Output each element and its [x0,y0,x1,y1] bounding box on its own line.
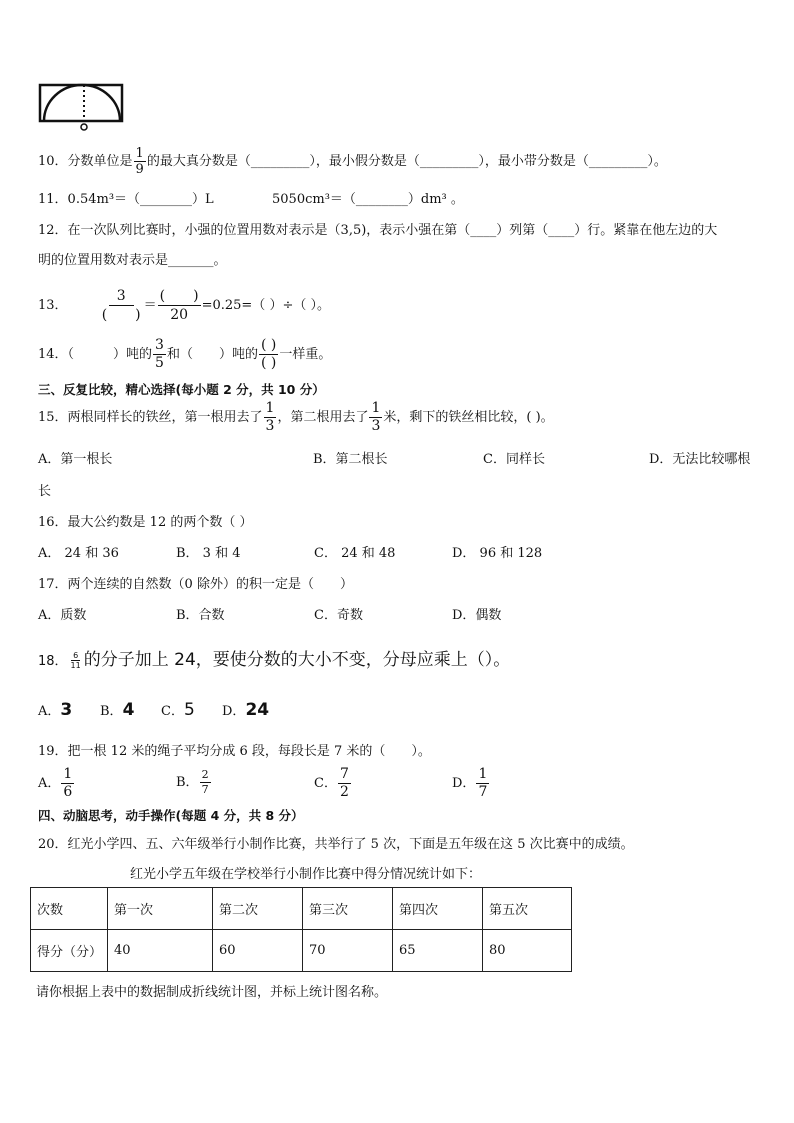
question-12-cont [38,249,227,268]
option-c: C．5 [161,700,195,720]
option-a: A．3 [38,700,73,720]
table-cell: 80 [483,930,572,972]
section-heading: 四、动脑思考，动手操作(每题 4 分，共 8 分） [38,808,304,823]
option-d-continued: 长 [38,484,52,499]
option-a: A．第一根长 [38,452,113,467]
table-header-cell: 第四次 [393,888,483,930]
option-c: C． $\frac{7}{2}$ [314,766,349,800]
option-a: A．质数 [38,608,87,623]
question-16: 16．最大公约数是 12 的两个数（ ） [38,515,253,530]
option-d: D．偶数 [452,608,502,623]
fraction: $\frac{1}{3}$ [371,400,381,434]
table-header-cell: 第三次 [303,888,393,930]
table-header-cell: 第一次 [108,888,213,930]
table-caption: 红光小学五年级在学校举行小制作比赛中得分情况统计如下： [130,867,482,882]
table-cell: 65 [393,930,483,972]
fraction: $\frac{3}{( )}$ [101,288,141,323]
question-12 [38,219,717,238]
fraction: $\frac{6}{11}$ [70,650,81,670]
semicircle-figure [38,79,130,135]
question-18: 18． $\frac{6}{11}$ 的分子加上 24，要使分数的大小不变，分母应乘上（）。 [38,650,511,670]
fraction: $\frac{3}{5}$ [155,337,164,371]
option-d: D．24 [222,700,270,720]
fraction: $\frac{1}{9}$ [135,146,144,177]
table-row-label: 得分（分） [31,930,108,972]
table-header-cell: 次数 [31,888,108,930]
question-15: 15．两根同样长的铁丝，第一根用去了 $\frac{1}{3}$ ，第二根用去了 $\frac{1}{3}$ 米，剩下的铁丝相比较，( )。 [38,400,554,434]
question-13: 13． $\frac{3}{( )}$ ＝ $\frac{( )}{20}$ =0.25=（ ）÷（ ）。 [38,288,330,323]
table-header-cell: 第五次 [483,888,572,930]
question-17: 17．两个连续的自然数（0 除外）的积一定是（ ） [38,577,353,592]
option-b: B．4 [100,700,135,720]
question-11-part2 [272,188,464,207]
fraction: $\frac{( )}{( )}$ [260,337,277,371]
question-text: 12．在一次队列比赛时，小强的位置用数对表示是（3,5)，表示小强在第（____）列第（____）行。紧靠在他左边的大 [38,223,718,238]
option-b: B． 3 和 4 [176,546,241,561]
table-cell: 70 [303,930,393,972]
option-d: D． $\frac{1}{7}$ [452,766,488,800]
question-text: 明的位置用数对表示是_______。 [38,253,227,268]
option-c: C．奇数 [314,608,363,623]
option-a: A． 24 和 36 [38,546,119,561]
option-a: A． $\frac{1}{6}$ [38,766,73,800]
instruction-text: 请你根据上表中的数据制成折线统计图，并标上统计图名称。 [36,985,388,1000]
question-10 [38,146,667,177]
option-b: B． $\frac{2}{7}$ [176,768,209,796]
question-text: 11．0.54m³＝（________）L [38,192,214,207]
table-row [31,930,572,972]
score-table [30,887,572,972]
table-cell: 40 [108,930,213,972]
fraction: $\frac{( )}{20}$ [159,288,199,323]
table-row [31,888,572,930]
option-c: C．同样长 [483,452,545,467]
question-20: 20．红光小学四、五、六年级举行小制作比赛，共举行了 5 次，下面是五年级在这 5 次比赛中的成绩。 [38,837,634,852]
section-heading: 三、反复比较，精心选择(每小题 2 分，共 10 分） [38,382,325,397]
option-b: B．第二根长 [313,452,388,467]
question-19: 19．把一根 12 米的绳子平均分成 6 段，每段长是 7 米的（ ）。 [38,744,431,759]
question-text: 的最大真分数是（_________），最小假分数是（_________），最小带分数是（_________）。 [146,154,667,169]
option-c: C． 24 和 48 [314,546,396,561]
fraction: $\frac{1}{3}$ [265,400,275,434]
table-header-cell: 第二次 [213,888,303,930]
option-d: D． 96 和 128 [452,546,543,561]
option-b: B．合数 [176,608,225,623]
question-11 [38,188,214,207]
question-text: 10．分数单位是 [38,154,133,169]
question-14: 14．（ ）吨的 $\frac{3}{5}$ 和（ ）吨的 $\frac{( )}{( )}$ 一样重。 [38,337,332,371]
option-d: D．无法比较哪根 [649,452,751,467]
question-text: 5050cm³＝（________）dm³ 。 [272,192,464,207]
table-cell: 60 [213,930,303,972]
